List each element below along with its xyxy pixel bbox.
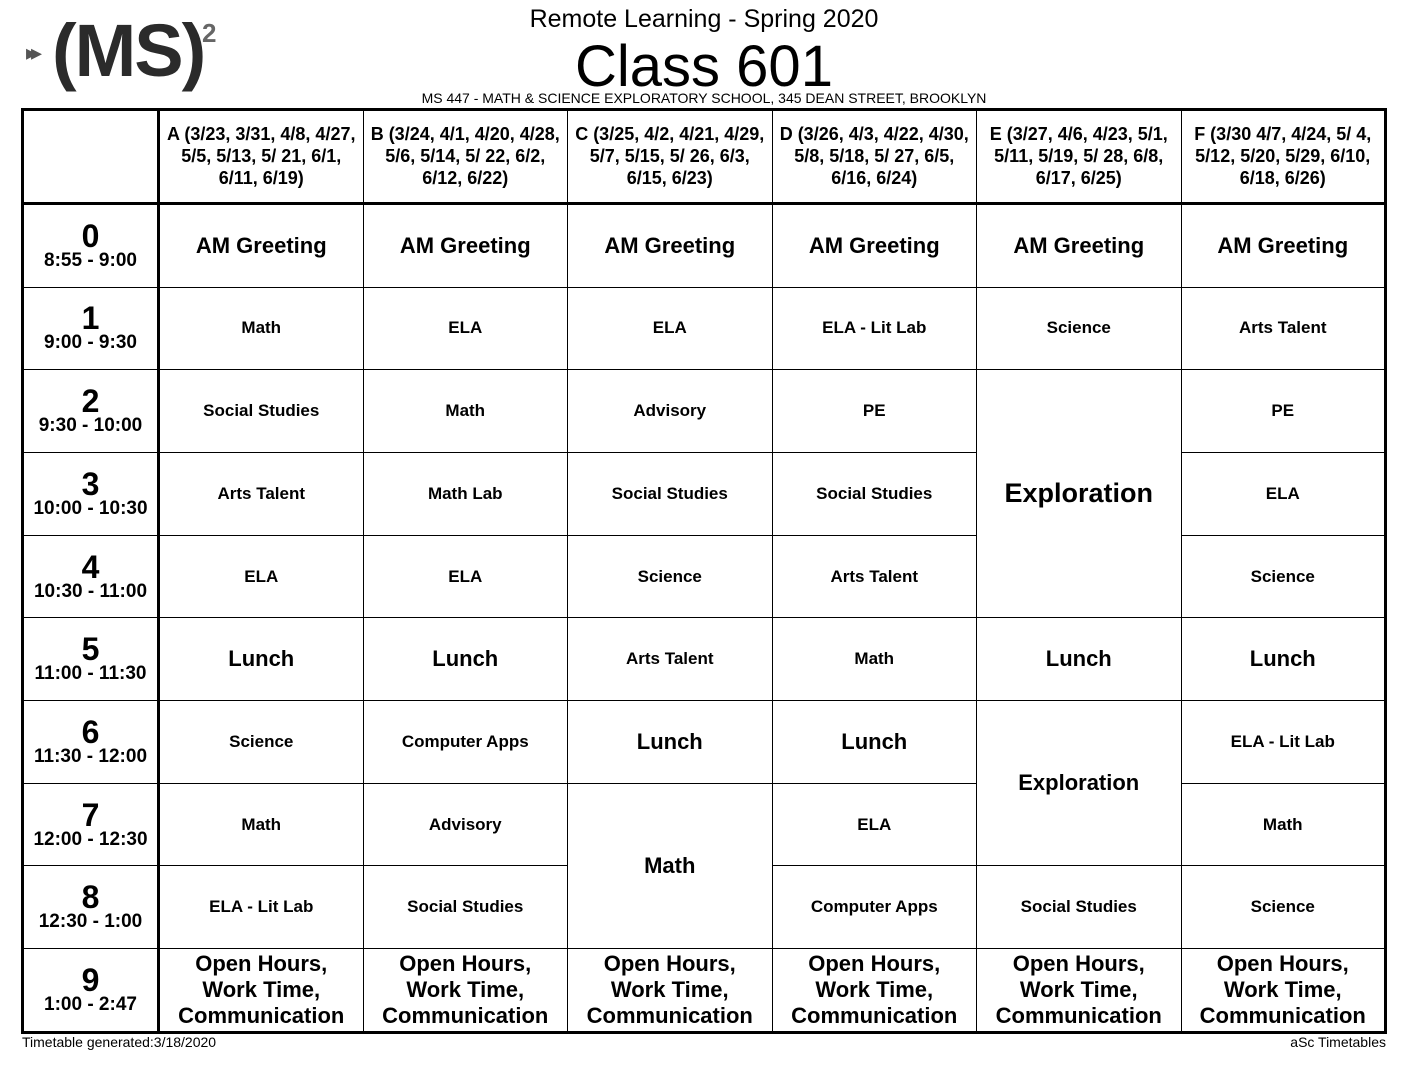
open-hours-line: Open Hours, [195,951,328,977]
cell-p0-e: AM Greeting [977,203,1182,287]
day-header-a: A (3/23, 3/31, 4/8, 4/27, 5/5, 5/13, 5/ 21, 6/1, 6/11, 6/19) [159,110,364,204]
work-time-line: Work Time, [1019,977,1138,1003]
cell-p8-f: Science [1181,866,1386,949]
cell-p7-d: ELA [772,783,977,866]
period-row-5 [23,618,1386,701]
work-time-line: Work Time, [610,977,729,1003]
cell-p8-a: ELA - Lit Lab [159,866,364,949]
period-number: 9 [81,962,100,999]
timetable-header-row [23,110,1386,204]
communication-line: Communication [586,1003,753,1029]
cell-p1-a: Math [159,287,364,370]
cell-p2-4-e: Exploration [977,370,1182,618]
cell-p5-a: Lunch [159,618,364,701]
cell-p4-b: ELA [363,535,568,618]
cell-p0-d: AM Greeting [772,203,977,287]
period-label-1 [23,287,159,370]
cell-p3-a: Arts Talent [159,453,364,536]
period-time: 10:30 - 11:00 [33,580,148,602]
period-number: 6 [81,713,100,750]
logo-text: (MS) [52,9,205,92]
open-hours-line: Open Hours, [399,951,532,977]
cell-p0-c: AM Greeting [568,203,773,287]
cell-p5-b: Lunch [363,618,568,701]
period-label-4 [23,535,159,618]
cell-p7-a: Math [159,783,364,866]
period-label-7 [23,783,159,866]
period-label-2 [23,370,159,453]
period-time: 10:00 - 10:30 [33,497,148,519]
cell-p9-b [363,949,568,1033]
cell-p2-a: Social Studies [159,370,364,453]
generated-date: Timetable generated:3/18/2020 [22,1034,217,1050]
cell-p0-a: AM Greeting [159,203,364,287]
cell-p8-b: Social Studies [363,866,568,949]
cell-p4-c: Science [568,535,773,618]
period-row-6 [23,701,1386,784]
cell-p9-a [159,949,364,1033]
cell-p7-8-c: Math [568,783,773,948]
cell-p6-a: Science [159,701,364,784]
cell-p8-e: Social Studies [977,866,1182,949]
cell-p4-d: Arts Talent [772,535,977,618]
period-label-5 [23,618,159,701]
day-header-b: B (3/24, 4/1, 4/20, 4/28, 5/6, 5/14, 5/ 22, 6/2, 6/12, 6/22) [363,110,568,204]
period-time: 11:30 - 12:00 [33,745,148,767]
logo-arrows-icon: ▸▸ [26,41,37,66]
cell-p1-e: Science [977,287,1182,370]
period-number: 1 [81,300,100,337]
cell-p9-e [977,949,1182,1033]
period-row-1 [23,287,1386,370]
work-time-line: Work Time, [406,977,525,1003]
cell-p6-b: Computer Apps [363,701,568,784]
cell-p9-f [1181,949,1386,1033]
period-time: 12:00 - 12:30 [33,828,148,850]
day-header-d: D (3/26, 4/3, 4/22, 4/30, 5/8, 5/18, 5/ 27, 6/5, 6/16, 6/24) [772,110,977,204]
period-number: 4 [81,548,100,585]
cell-p8-d: Computer Apps [772,866,977,949]
timetable [21,108,1387,1034]
cell-p1-c: ELA [568,287,773,370]
communication-line: Communication [178,1003,345,1029]
day-header-e: E (3/27, 4/6, 4/23, 5/1, 5/11, 5/19, 5/ 28, 6/8, 6/17, 6/25) [977,110,1182,204]
period-label-3 [23,453,159,536]
period-row-0 [23,203,1386,287]
cell-p2-b: Math [363,370,568,453]
period-number: 0 [81,217,100,254]
page-subtitle: Remote Learning - Spring 2020 [529,5,879,33]
period-time: 12:30 - 1:00 [38,911,143,933]
cell-p9-d [772,949,977,1033]
software-credit: aSc Timetables [1290,1034,1386,1050]
open-hours-line: Open Hours, [1216,951,1349,977]
cell-p2-f: PE [1181,370,1386,453]
period-label-9 [23,949,159,1033]
cell-p5-f: Lunch [1181,618,1386,701]
cell-p0-f: AM Greeting [1181,203,1386,287]
open-hours-line: Open Hours, [808,951,941,977]
open-hours-line: Open Hours, [1012,951,1145,977]
cell-p4-f: Science [1181,535,1386,618]
period-number: 2 [81,383,100,420]
work-time-line: Work Time, [202,977,321,1003]
cell-p5-e: Lunch [977,618,1182,701]
cell-p5-c: Arts Talent [568,618,773,701]
communication-line: Communication [1199,1003,1366,1029]
cell-p4-a: ELA [159,535,364,618]
cell-p3-d: Social Studies [772,453,977,536]
period-time: 11:00 - 11:30 [34,663,147,685]
work-time-line: Work Time, [1223,977,1342,1003]
period-label-6 [23,701,159,784]
cell-p6-d: Lunch [772,701,977,784]
period-row-3 [23,453,1386,536]
cell-p3-b: Math Lab [363,453,568,536]
cell-p9-c [568,949,773,1033]
period-time: 1:00 - 2:47 [44,994,137,1016]
corner-cell [23,110,159,204]
open-hours-line: Open Hours, [603,951,736,977]
period-label-8 [23,866,159,949]
period-label-0 [23,203,159,287]
day-header-f: F (3/30 4/7, 4/24, 5/ 4, 5/12, 5/20, 5/29, 6/10, 6/18, 6/26) [1181,110,1386,204]
communication-line: Communication [995,1003,1162,1029]
communication-line: Communication [382,1003,549,1029]
page-title: Class 601 [575,34,833,99]
period-number: 8 [81,879,100,916]
work-time-line: Work Time, [815,977,934,1003]
communication-line: Communication [791,1003,958,1029]
period-row-2 [23,370,1386,453]
cell-p7-b: Advisory [363,783,568,866]
period-number: 3 [81,465,100,502]
period-time: 9:30 - 10:00 [38,415,143,437]
cell-p0-b: AM Greeting [363,203,568,287]
period-row-4 [23,535,1386,618]
cell-p1-b: ELA [363,287,568,370]
period-time: 9:00 - 9:30 [44,332,137,354]
cell-p1-d: ELA - Lit Lab [772,287,977,370]
period-number: 5 [81,631,100,668]
cell-p6-c: Lunch [568,701,773,784]
cell-p5-d: Math [772,618,977,701]
cell-p1-f: Arts Talent [1181,287,1386,370]
period-row-7 [23,783,1386,866]
period-time: 8:55 - 9:00 [44,249,137,271]
period-number: 7 [81,796,100,833]
day-header-c: C (3/25, 4/2, 4/21, 4/29, 5/7, 5/15, 5/ 26, 6/3, 6/15, 6/23) [568,110,773,204]
cell-p3-c: Social Studies [568,453,773,536]
period-row-9 [23,949,1386,1033]
cell-p2-c: Advisory [568,370,773,453]
logo-superscript: 2 [202,18,217,48]
cell-p6-7-e: Exploration [977,701,1182,866]
cell-p3-f: ELA [1181,453,1386,536]
school-address: MS 447 - MATH & SCIENCE EXPLORATORY SCHOOL, 345 DEAN STREET, BROOKLYN [421,90,987,106]
cell-p7-f: Math [1181,783,1386,866]
cell-p2-d: PE [772,370,977,453]
cell-p6-f: ELA - Lit Lab [1181,701,1386,784]
